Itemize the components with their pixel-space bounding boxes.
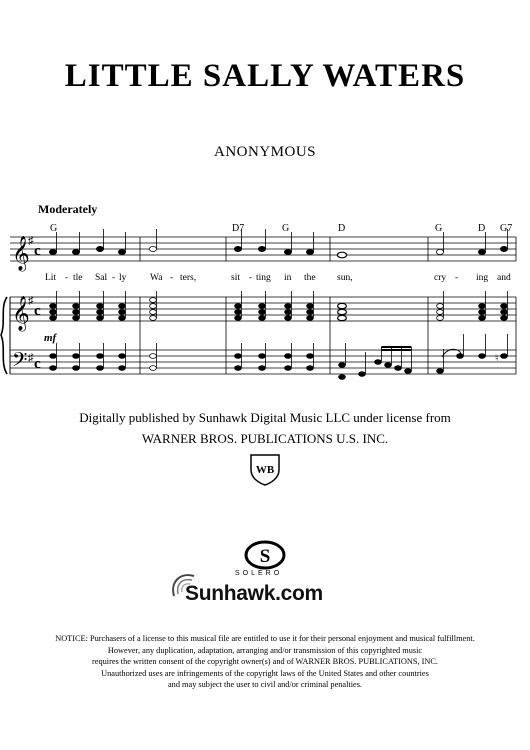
chord-symbol: G [435,223,443,234]
piano-right-hand [50,291,508,321]
chord-symbol: G [50,223,58,234]
sharp-key-signature: ♯ [28,235,34,247]
lyric-syllable: the [304,273,316,283]
wb-shield-logo [249,452,281,486]
chord-symbol: D [338,223,346,234]
notice-line: Unauthorized uses are infringements of the copyright laws of the United States and other countries [101,668,429,678]
bass-clef-icon: 𝄢 [12,350,28,376]
svg-text:♮: ♮ [495,353,499,364]
sharp-key-signature: ♯ [28,352,34,364]
notice-line: NOTICE: Purchasers of a license to this musical file are entitled to use it for their personal enjoyment and musical fulfillment. [55,634,475,643]
chord-symbol: G7 [500,223,513,234]
lyric-hyphen: - [170,273,174,283]
chord-symbol: D [478,223,486,234]
time-signature: c [34,356,41,372]
notice-line: However, any duplication, adaptation, arranging and/or transmission of this copyrighted music [107,645,423,655]
lyric-syllable: ly [119,273,127,283]
lyric-syllable: sun, [337,273,353,283]
time-signature: c [34,303,41,319]
lyric-hyphen: - [65,273,69,283]
tempo-marking: Moderately [38,202,98,216]
lyric-hyphen: - [112,273,116,283]
publisher-line: WARNER BROS. PUBLICATIONS U.S. INC. [141,431,389,446]
lyric-syllable: Wa [150,273,163,283]
sunhawk-wordmark: Sunhawk.com [185,582,323,605]
time-signature: c [34,243,41,259]
lyric-syllable: ters, [180,273,197,283]
lyric-syllable: Sal [95,273,108,283]
lyric-hyphen: - [249,273,253,283]
solero-letter: S [259,546,271,567]
sheet-music-score [0,215,530,410]
dynamic-marking: mf [44,332,57,344]
lyric-syllable: ing [476,273,489,283]
sharp-key-signature: ♯ [28,295,34,307]
chord-symbol: G [282,223,290,234]
lyric-syllable: tle [73,273,83,283]
lyric-syllable: cry [434,273,447,283]
composer-credit: ANONYMOUS [213,144,316,160]
publisher-line: Digitally published by Sunhawk Digital Music LLC under license from [79,410,451,425]
piano-left-hand [50,334,508,379]
lyric-syllable: and [497,273,511,283]
treble-clef-icon: 𝄞 [12,237,30,270]
lyric-syllable: sit [231,273,240,283]
lyric-hyphen: - [455,273,459,283]
piano-brace [1,297,7,374]
copyright-notice [0,633,530,691]
treble-clef-icon: 𝄞 [12,297,30,330]
lyric-syllable: in [284,273,292,283]
lyric-syllable: ting [256,273,271,283]
song-title: LITTLE SALLY WATERS [64,58,466,94]
notice-line: requires the written consent of the copyright owner(s) and of WARNER BROS. PUBLICATIONS, INC. [92,657,438,667]
wb-logo-letters: WB [255,464,275,476]
solero-logo [244,540,286,570]
chord-symbol: D7 [232,223,245,234]
lyric-syllable: Lit [45,273,57,283]
notice-line: and may subject the user to civil and/or criminal penalties. [168,680,362,690]
solero-text: SOLERO [235,570,283,577]
